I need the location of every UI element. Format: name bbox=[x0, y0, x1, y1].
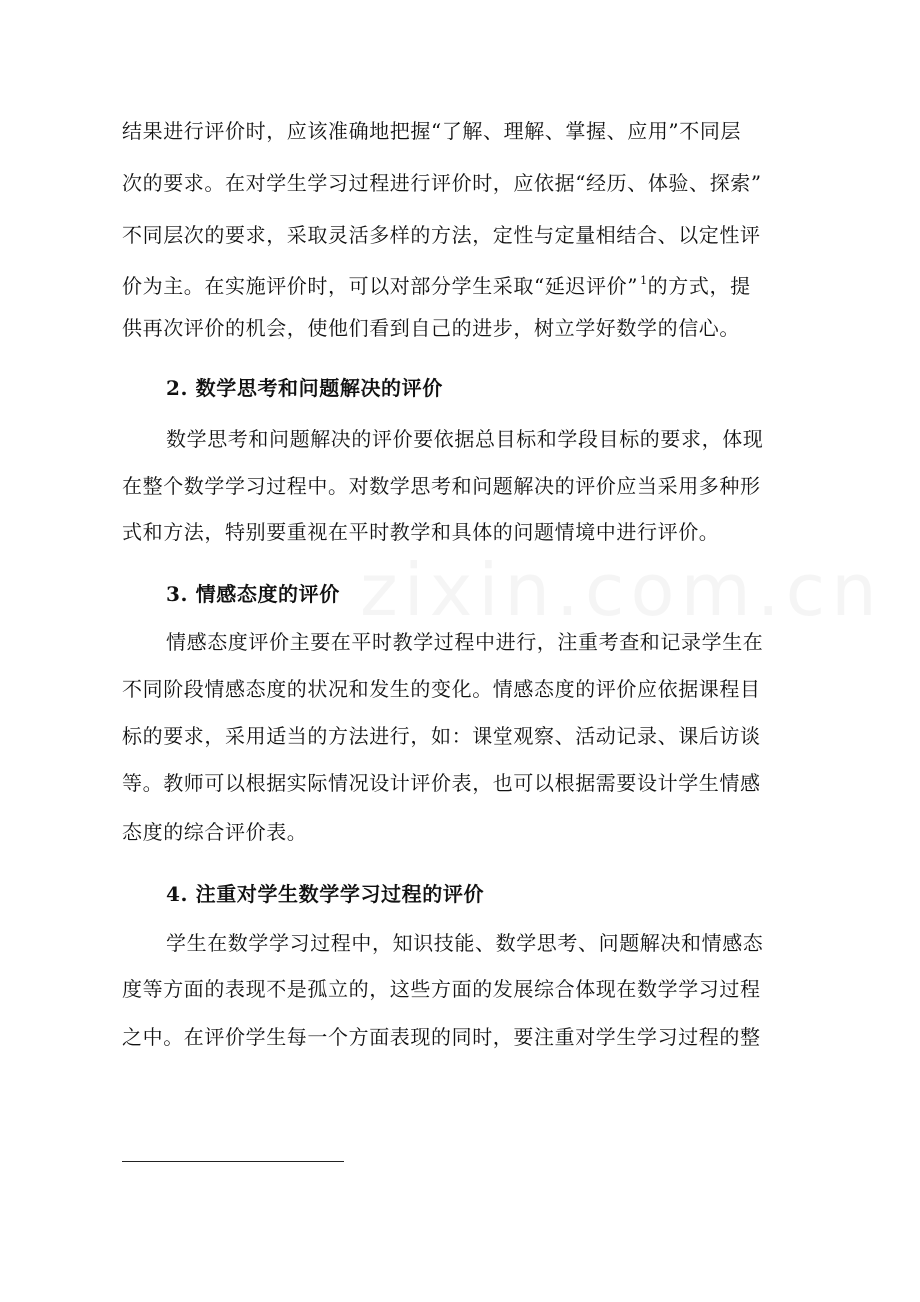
footnote-reference[interactable]: 1 bbox=[640, 274, 648, 287]
paragraph-3-line-1: 情感态度评价主要在平时教学过程中进行，注重考查和记录学生在 bbox=[166, 630, 764, 654]
paragraph-4-line-2: 度等方面的表现不是孤立的，这些方面的发展综合体现在数学学习过程 bbox=[122, 977, 761, 1001]
paragraph-2-line-3: 式和方法，特别要重视在平时教学和具体的问题情境中进行评价。 bbox=[122, 520, 720, 544]
paragraph-3-line-4: 等。教师可以根据实际情况设计评价表，也可以根据需要设计学生情感 bbox=[122, 771, 761, 795]
paragraph-3-line-3: 标的要求，采用适当的方法进行，如：课堂观察、活动记录、课后访谈 bbox=[122, 724, 761, 748]
footnote-separator bbox=[122, 1161, 344, 1162]
paragraph-1-line-3: 不同层次的要求，采取灵活多样的方法，定性与定量相结合、以定性评 bbox=[122, 223, 761, 247]
paragraph-4-line-1: 学生在数学学习过程中，知识技能、数学思考、问题解决和情感态 bbox=[166, 931, 764, 955]
paragraph-1-line-4-text-b: 的方式，提 bbox=[647, 274, 751, 298]
paragraph-1-line-2: 次的要求。在对学生学习过程进行评价时，应依据“经历、体验、探索” bbox=[122, 171, 762, 195]
section-heading-3: 3. 情感态度的评价 bbox=[166, 582, 340, 606]
paragraph-3-line-2: 不同阶段情感态度的状况和发生的变化。情感态度的评价应依据课程目 bbox=[122, 677, 761, 701]
watermark: zixin.com.cn bbox=[360, 548, 883, 632]
paragraph-1-line-5: 供再次评价的机会，使他们看到自己的进步，树立学好数学的信心。 bbox=[122, 316, 740, 340]
paragraph-1-line-4-text-a: 价为主。在实施评价时，可以对部分学生采取“延迟评价” bbox=[122, 274, 639, 298]
paragraph-1-line-1: 结果进行评价时，应该准确地把握“了解、理解、掌握、应用”不同层 bbox=[122, 119, 742, 143]
paragraph-3-line-5: 态度的综合评价表。 bbox=[122, 820, 308, 844]
paragraph-1-line-4 bbox=[122, 267, 802, 300]
section-heading-2: 2. 数学思考和问题解决的评价 bbox=[166, 376, 443, 400]
paragraph-2-line-2: 在整个数学学习过程中。对数学思考和问题解决的评价应当采用多种形 bbox=[122, 474, 761, 498]
paragraph-2-line-1: 数学思考和问题解决的评价要依据总目标和学段目标的要求，体现 bbox=[166, 427, 764, 451]
section-heading-4: 4. 注重对学生数学学习过程的评价 bbox=[166, 882, 485, 906]
paragraph-4-line-3: 之中。在评价学生每一个方面表现的同时，要注重对学生学习过程的整 bbox=[122, 1025, 761, 1049]
